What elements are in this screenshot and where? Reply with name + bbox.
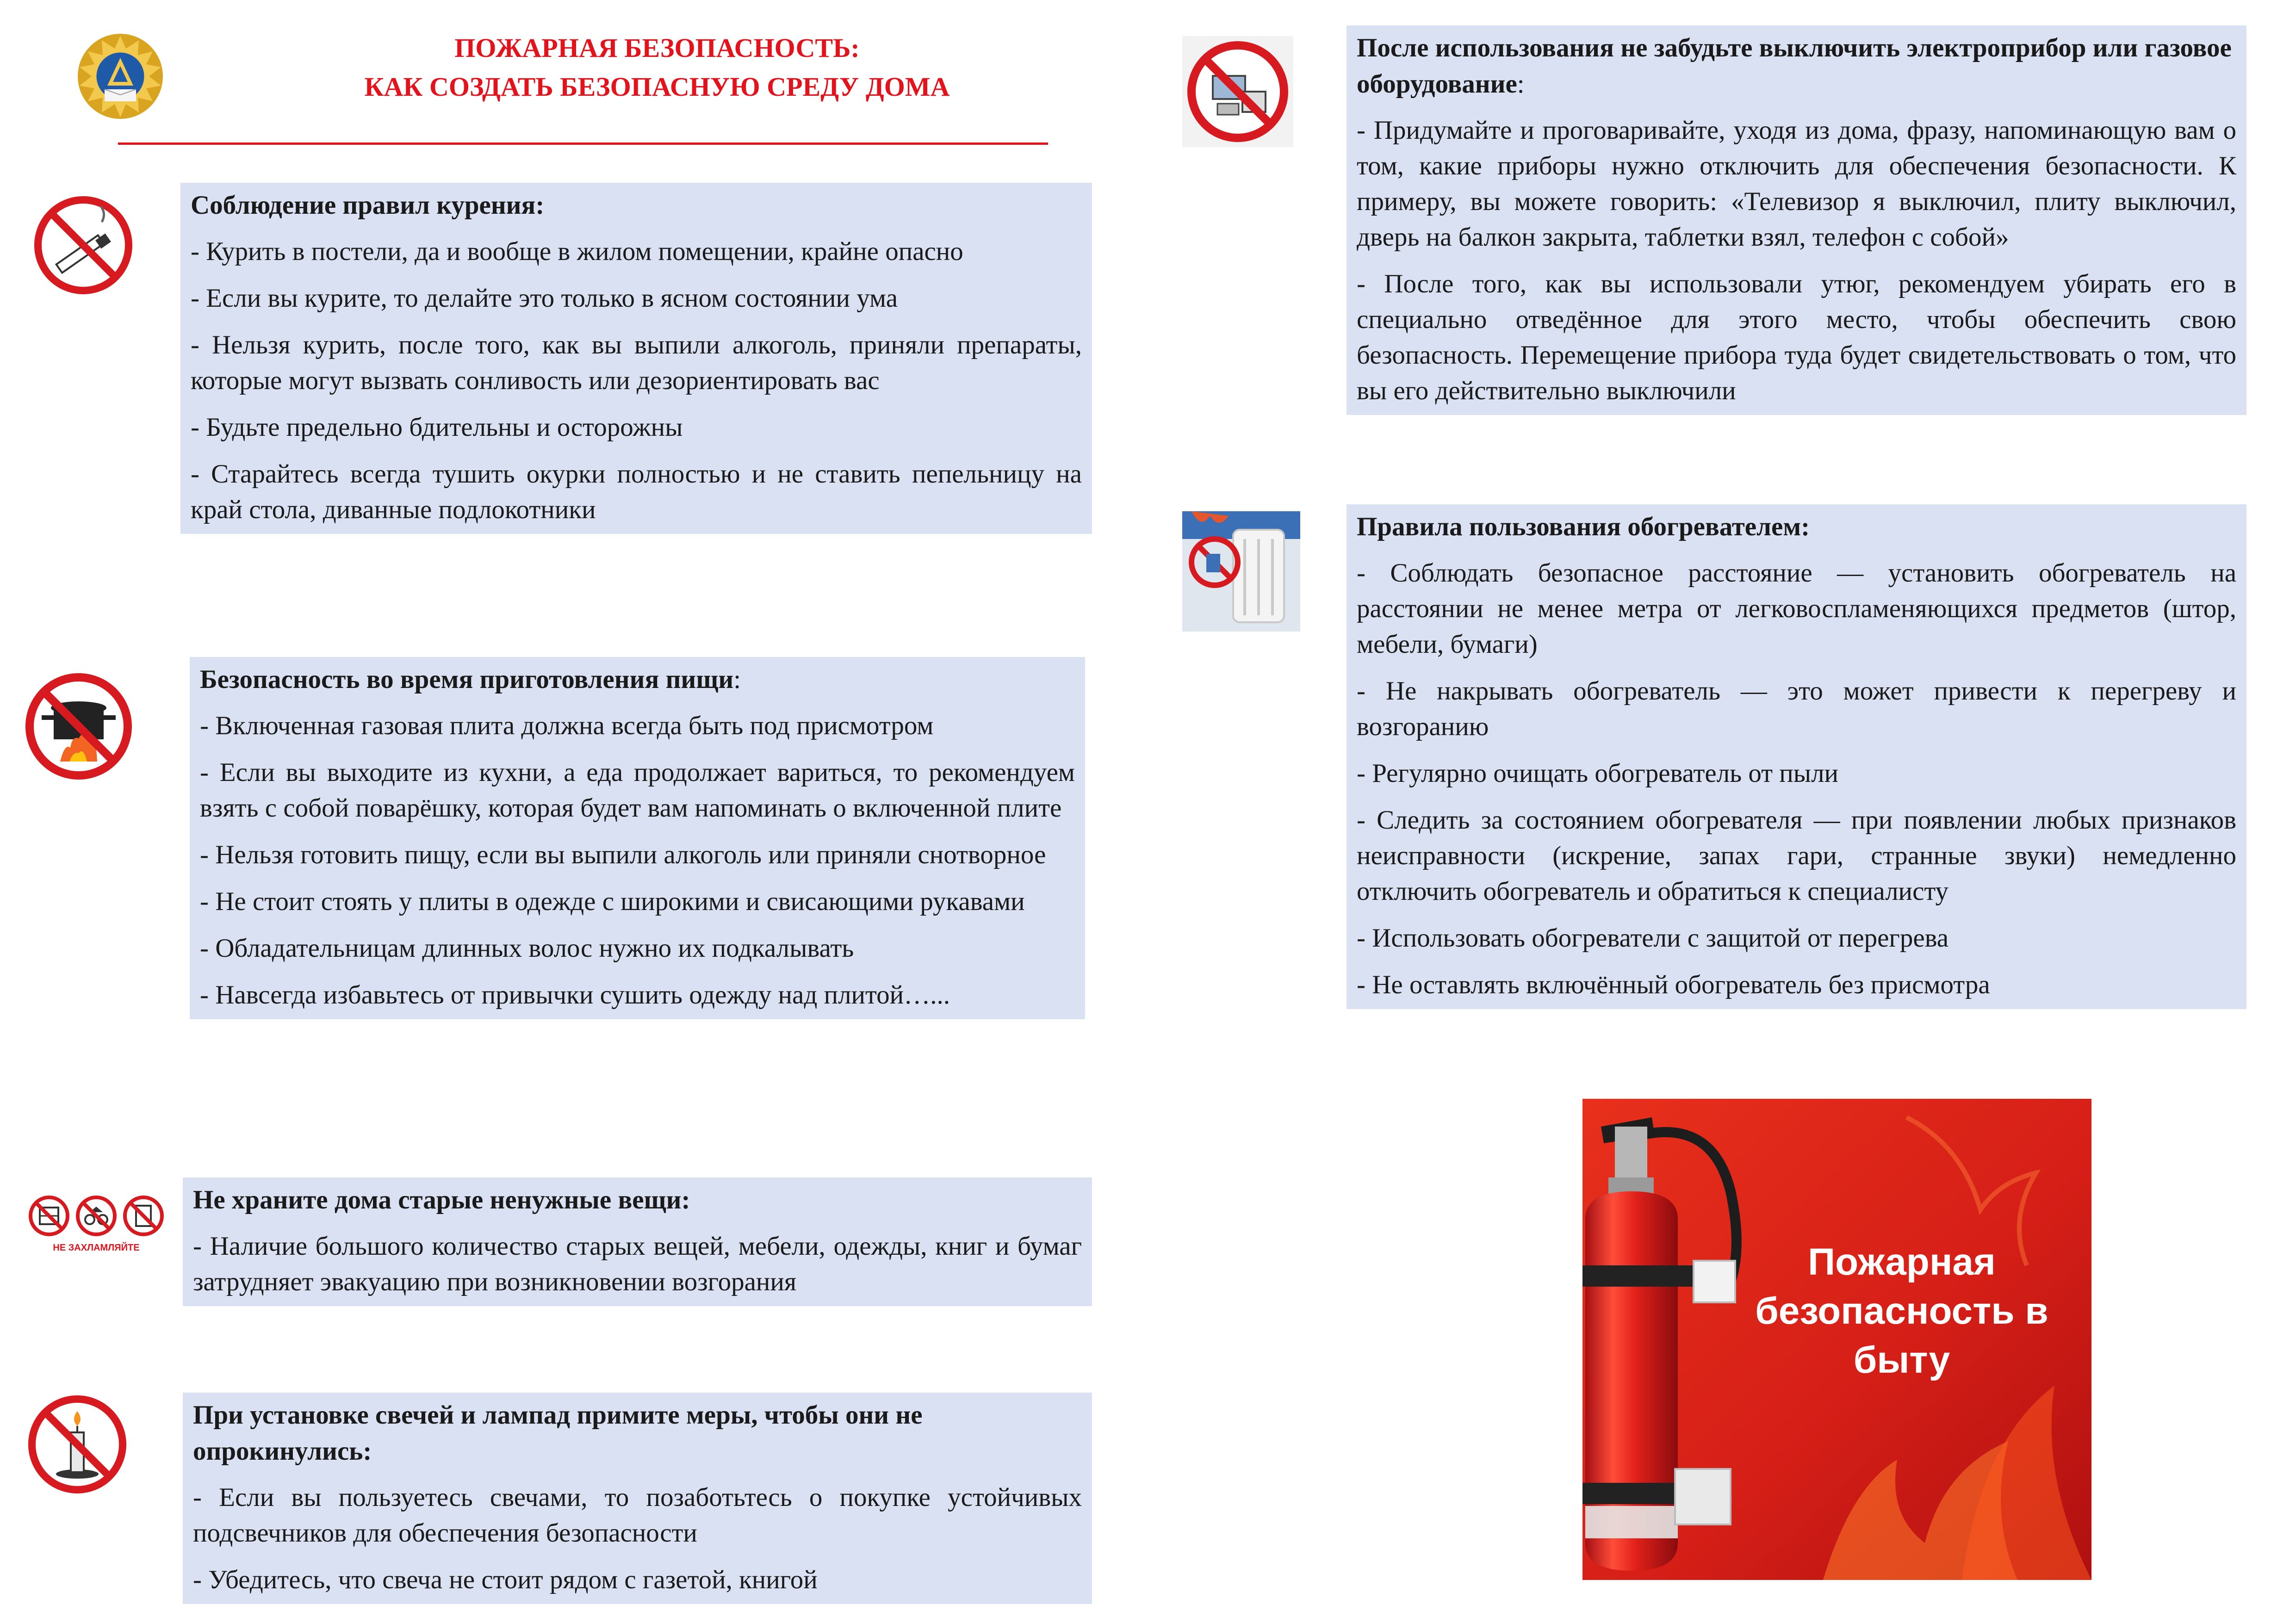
- emergency-ministry-logo: [74, 30, 167, 123]
- no-candle-icon: [25, 1393, 130, 1497]
- appliances-heading-colon: :: [1517, 69, 1525, 99]
- no-cooking-fire-icon: [23, 671, 134, 782]
- heater-warning-icon: [1182, 511, 1300, 632]
- clutter-heading: Не храните дома старые ненужные вещи:: [193, 1185, 690, 1214]
- smoking-item-1: - Курить в постели, да и вообще в жилом помещении, крайне опасно: [191, 237, 963, 266]
- heater-item-6: - Не оставлять включённый обогреватель без присмотра: [1357, 970, 1990, 999]
- no-clutter-icons: [27, 1194, 166, 1240]
- poster-caption-line-3: быту: [1853, 1339, 1950, 1381]
- heater-heading: Правила пользования обогревателем:: [1357, 512, 1810, 541]
- heater-item-4: - Следить за состоянием обогревателя — при появлении любых признаков неисправности (искрение, запах гари, странные звуки) немедленно отключить обогреватель и обратиться к специалисту: [1357, 805, 2236, 906]
- no-appliances-icon: [1182, 36, 1293, 147]
- candles-block: [183, 1393, 1092, 1604]
- heater-item-1: - Соблюдать безопасное расстояние — установить обогреватель на расстоянии не менее метра от легковоспламеняющихся предметов (штор, мебели, бумаги): [1357, 558, 2236, 659]
- heater-block: [1347, 504, 2246, 1009]
- cooking-item-1: - Включенная газовая плита должна всегда быть под присмотром: [200, 711, 934, 740]
- poster-caption: [1717, 1238, 2087, 1385]
- clutter-block: [183, 1177, 1092, 1306]
- appliances-item-2: - После того, как вы использовали утюг, рекомендуем убирать его в специально отведённое для этого место, чтобы обеспечить свою безопасность. Перемещение прибора туда будет свидетельствовать о том, что вы его действительно выключили: [1357, 269, 2236, 405]
- smoking-item-3: - Нельзя курить, после того, как вы выпили алкоголь, приняли препараты, которые могут вызвать сонливость или дезориентировать вас: [191, 330, 1082, 395]
- heater-item-5: - Использовать обогреватели с защитой от перегрева: [1357, 923, 1949, 953]
- poster-caption-line-2: безопасность в: [1755, 1290, 2048, 1332]
- page-title-line-1: ПОЖАРНАЯ БЕЗОПАСНОСТЬ:: [454, 33, 860, 63]
- heater-item-2: - Не накрывать обогреватель — это может привести к перегреву и возгоранию: [1357, 676, 2236, 741]
- smoking-item-2: - Если вы курите, то делайте это только в ясном состоянии ума: [191, 284, 898, 313]
- no-clutter-caption: НЕ ЗАХЛАМЛЯЙТЕ: [53, 1243, 140, 1253]
- no-smoking-icon: [32, 194, 134, 296]
- cooking-item-6: - Навсегда избавьтесь от привычки сушить одежду над плитой…...: [200, 980, 950, 1010]
- candles-heading: При установке свечей и лампад примите меры, чтобы они не опрокинулись:: [193, 1400, 923, 1466]
- cooking-item-2: - Если вы выходите из кухни, а еда продолжает вариться, то рекомендуем взять с собой поварёшку, которая будет вам напоминать о включенной плите: [200, 758, 1075, 823]
- smoking-heading: Соблюдение правил курения:: [191, 191, 545, 220]
- title-divider: [118, 142, 1048, 145]
- smoking-item-5: - Старайтесь всегда тушить окурки полностью и не ставить пепельницу на край стола, диванные подлокотники: [191, 459, 1082, 524]
- cooking-item-3: - Нельзя готовить пищу, если вы выпили алкоголь или приняли снотворное: [200, 840, 1046, 869]
- page-title: [222, 29, 1092, 106]
- cooking-heading: [200, 662, 1075, 698]
- smoking-rules-block: [180, 183, 1092, 534]
- appliances-heading-text: После использования не забудьте выключить электроприбор или газовое оборудование: [1357, 33, 2232, 99]
- fire-safety-poster: [1499, 1099, 2091, 1580]
- appliances-item-1: - Придумайте и проговаривайте, уходя из дома, фразу, напоминающую вам о том, какие приборы нужно отключить для обеспечения безопасности. К примеру, вы можете говорить: «Телевизор я выключил, плиту выключил, дверь на балкон закрыта, таблетки взял, телефон с собой»: [1357, 116, 2236, 252]
- appliances-block: [1347, 25, 2246, 415]
- candles-item-1: - Если вы пользуетесь свечами, то позаботьтесь о покупке устойчивых подсвечников для обеспечения безопасности: [193, 1483, 1082, 1548]
- candles-item-2: - Убедитесь, что свеча не стоит рядом с газетой, книгой: [193, 1565, 818, 1594]
- cooking-item-4: - Не стоит стоять у плиты в одежде с широкими и свисающими рукавами: [200, 887, 1025, 916]
- poster-caption-line-1: Пожарная: [1808, 1241, 1996, 1283]
- cooking-heading-text: Безопасность во время приготовления пищи: [200, 665, 734, 694]
- smoking-item-4: - Будьте предельно бдительны и осторожны: [191, 413, 683, 442]
- heater-item-3: - Регулярно очищать обогреватель от пыли: [1357, 759, 1839, 788]
- page-title-line-2: КАК СОЗДАТЬ БЕЗОПАСНУЮ СРЕДУ ДОМА: [364, 72, 950, 102]
- cooking-item-5: - Обладательницам длинных волос нужно их подкалывать: [200, 934, 854, 963]
- appliances-heading: [1357, 30, 2236, 102]
- clutter-item-1: - Наличие большого количество старых вещей, мебели, одежды, книг и бумаг затрудняет эвакуацию при возникновении возгорания: [193, 1232, 1082, 1296]
- cooking-safety-block: [190, 657, 1085, 1019]
- cooking-heading-colon: :: [733, 665, 741, 694]
